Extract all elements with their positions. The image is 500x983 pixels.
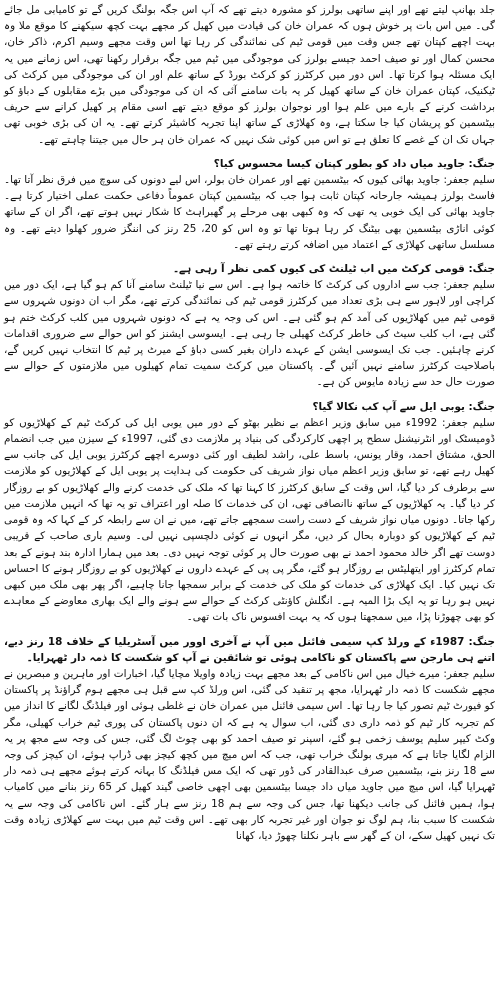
question-talent-shortage: جنگ: قومی کرکٹ میں اب ٹیلنٹ کی کیوں کمی نظر آ رہی ہے۔ <box>172 263 495 276</box>
answer-javed-miandad: سلیم جعفر: جاوید بھائی کیوں کہ بیٹسمین تھے اور عمران خان بولر، اس لیے دونوں کی سوچ میں فرق نظر آتا تھا۔ فاسٹ بولرز ہمیشہ جارحانہ کپتان ثابت ہوا جب کہ بیٹسمین کپتان عموماً دفاعی حکمت عملی اختیار کرتا ہے۔ جاوید بھائی کی ایک خوبی یہ تھی کہ وہ کبھی بھی مرحلے پر گھبراہٹ کا شکار نہیں ہوتے تھے، اگر ان کے ساتھ کوئی اناڑی بیٹسمین بھی بیٹنگ کر رہا ہوتا تھا تو وہ اس کو 20، 25 رنز کی اننگز ضرور کھلوا دیتے تھے۔ وہ مسلسل ساتھی کھلاڑی کے اعتماد میں اضافہ کرتے رہتے تھے۔ <box>4 174 495 251</box>
question-javed-miandad: جنگ: جاوید میاں داد کو بطور کپتان کیسا محسوس کیا؟ <box>213 157 495 170</box>
answer-ubl-removal: سلیم جعفر: 1992ء میں سابق وزیر اعظم بے نظیر بھٹو کے دور میں یوبی ایل کی کرکٹ ٹیم کے کھلاڑیوں کو ڈومیسٹک اور انٹرنیشنل سطح پر اچھی کارکردگی کی بنیاد پر ملازمت دی گئی، 1997ء کے سیزن میں جب انضمام الحق، مشتاق احمد، وقار یونس، باسط علی، راشد لطیف اور کئی دوسرے اچھے کرکٹرز یوبی ایل کی جانب سے کھیل رہے تھے، تو سابق وزیر اعظم میاں نواز شریف کی حکومت کی ہدایت پر یوبی ایل کے کھلاڑیوں کو ملازمت سے برطرف کر دیا گیا، اس وقت کے سابق کرکٹرز کا کہنا تھا کہ ملک کی خدمت کرنے والے کھلاڑیوں کو بے روزگار کر دیا گیا۔ یہ کھلاڑیوں کے ساتھ ناانصافی تھی، ان کی خدمات کا صلہ اور اعتراف تو یہ تھا کہ انہیں ملازمت میں رکھا جاتا۔ دونوں میاں نواز شریف کے دست راست سمجھے جاتے تھے، میں نے ان سے رابطہ کر کے کہا کہ وہ قومی ٹیم کے کھلاڑیوں کو دوبارہ بحال کر دیں، مگر انہوں نے کوئی دلچسپی نہیں لی۔ وسیم باری صاحب کے قریبی دوست تھے اگر خالد محمود احمد نے بھی صورت حال پر کوئی توجہ نہیں دی۔ بعد میں ہمارا ادارہ بند ہونے کے بعد تمام کرکٹرز اور ایتھلیٹس بے روزگار ہو گئے، مگر پی پی کے عہدے داروں نے کھلاڑیوں کو بے روزگار ہونے کا احساس تک نہیں کیا۔ ایک کھلاڑی کی خدمات کو ملک کی خدمت کے برابر سمجھا جانا چاہیے، اگر پھر بھی ملک میں کبھی نہیں ہو رہا تو یہ ایک بڑا المیہ ہے۔ انگلش کاؤنٹی کرکٹ کے حوالے سے ہونے والے ایک بھاری معاوضے کے معاہدے کو بھی چھوڑنا پڑا، میں سمجھتا ہوں کہ یہ بہت افسوس ناک بات تھی۔ <box>4 416 495 624</box>
paragraph-gap <box>4 626 495 634</box>
answer-world-cup-1987: سلیم جعفر: میرے خیال میں اس ناکامی کے بعد مجھے بہت زیادہ واویلا مچایا گیا، اخبارات اور ماہرین و مبصرین نے مجھے شکست کا ذمہ دار ٹھہرایا، مجھ پر تنقید کی گئی، اس ورلڈ کپ سے قبل ہی مجھے ہوم گراؤنڈ پر پاکستان کو فیورٹ ٹیم تصور کیا جا رہا تھا۔ اس سیمی فائنل میں عمران خان نے غلطی ہوئی اور فیلڈنگ لگانے کا انداز میں کم تجربہ کار ٹیم کو ذمہ داری دی گئی، اب سوال یہ ہے کہ ان دنوں پاکستان کی پوری ٹیم خراب کھیلی، مگر وکٹ کیپر سلیم یوسف زخمی ہو گئے، اسپنر تو صیف احمد کو بھی چوٹ لگ گئی، جس کی وجہ سے مجھ پر یہ الزام لگایا جاتا ہے کہ میری بولنگ خراب تھی، جب کہ اس میچ میں کچھ کیچز بھی ڈراپ ہوئے، ان کیچز کی وجہ سے 18 رنز بنے، بیٹسمین صرف عبدالقادر کی ڈور تھی کہ ایک مس فیلڈنگ کا بہانہ کرتے ہوئے مجھے ہی ذمہ دار ٹھہرایا گیا، اس میچ میں جاوید میاں داد جیسا بیٹسمین بھی اچھی خاصی گیند کھیل کر 65 رنز بنانے میں کامیاب ہوا، ہمیں فائنل کی جانب دیکھنا تھا، جس کی وجہ سے ہم 18 رنز سے ہار گئے۔ اس ناکامی کی وجہ سے یہ شکست کا سبب بنا، ہم لوگ نو جوان اور غیر تجربہ کار بھی تھے۔ اس وقت ٹیم میں بہت سے کھلاڑی زیادہ وقت تک نہیں کھیل سکے، ان کے گھر سے باہر نکلنا چھوڑ دیا، کھانا <box>4 667 495 842</box>
question-ubl-removal: جنگ: یوبی ایل سے آپ کب نکالا گیا؟ <box>312 400 495 413</box>
paragraph-intro: جلد بھانپ لیتے تھے اور اپنے ساتھی بولرز کو مشورہ دیتے تھے کہ آپ اس جگہ بولنگ کریں گے تو کامیابی مل جائے گی۔ میں اس بات پر خوش ہوں کہ عمران خان کی قیادت میں کھیل کر مجھے بہت کچھ سیکھنے کا موقع ملا وہ بہت اچھے کپتان تھے جس وقت میں قومی ٹیم کی نمائندگی کر رہا تھا اس وقت مجھے وسیم اکرم، ذاکر خان، محسن کمال اور تو صیف احمد جیسے بولرز کی موجودگی میں ٹیم میں جگہ برقرار رکھنا تھی، اس زمانے میں یہ ایک مسئلہ ہوا کرتا تھا۔ اس دور میں کرکٹرز کو کرکٹ بورڈ کے ساتھ علم اور ان کی موجودگی میں کرکٹ کی ٹیکنیک، کپتان عمران خان کے ساتھ کھیل کر یہ بات سامنے آئی کہ ان کی موجودگی میں بڑے مقابلوں کے دباؤ کو برداشت کرنے کے بارے میں علم ہوا اور نوجوان بولرز کو موقع دیتے تھے اسی مقام پر کھیل کرانے سے حریف بیٹسمین کو پریشان کیا جا سکتا ہے، وہ کھلاڑی کے ساتھ اپنا تجربہ کاشیئر کرتے تھے۔ یہ ان کی بڑی خوبی تھی جہاں تک ان کے غصے کا تعلق ہے تو اس میں کوئی شک نہیں کہ عمران خان ہر حال میں جیتنا چاہتے تھے۔ <box>4 4 495 146</box>
answer-talent-shortage: سلیم جعفر: جب سے اداروں کی کرکٹ کا خاتمہ ہوا ہے۔ اس سے نیا ٹیلنٹ سامنے آنا کم ہو گیا ہے، ایک دور میں کراچی اور لاہور سے ہی بڑی تعداد میں کرکٹرز قومی ٹیم کی نمائندگی کرتے تھے، مگر اب ان دونوں شہروں سے قومی ٹیم میں کھلاڑیوں کی آمد کم ہو گئی ہے۔ اس کی وجہ یہ ہے کہ دونوں شہروں میں کلب کرکٹ ختم ہو گئی ہے، اب کلب سیٹ کی خاطر کرکٹ کھیلی جا رہی ہے۔ ایسوسی ایشنز کو اس حوالے سے ضروری اقدامات کرنے چاہئیں۔ جب تک ایسوسی ایشن کے عہدے داران بغیر کسی دباؤ کے میرٹ پر ٹیم کا انتخاب نہیں کریں گے، باصلاحیت کرکٹرز سامنے نہیں آئیں گے۔ پاکستان میں کرکٹ سمیت تمام کھیلوں میں ملازمتوں کے حوالے سے صورت حال حد سے زیادہ مایوس کن ہے۔ <box>4 279 495 389</box>
paragraph-gap <box>4 148 495 156</box>
question-world-cup-1987: جنگ: 1987ء کے ورلڈ کپ سیمی فائنل میں آپ نے آخری اوور میں آسٹریلیا کے خلاف 18 رنز دیے، اتنے ہی مارجن سے پاکستان کو ناکامی ہوئی تو شائقین نے آپ کو شکست کا ذمہ دار ٹھہرایا۔ <box>4 635 495 664</box>
paragraph-gap <box>4 253 495 261</box>
paragraph-gap <box>4 391 495 399</box>
